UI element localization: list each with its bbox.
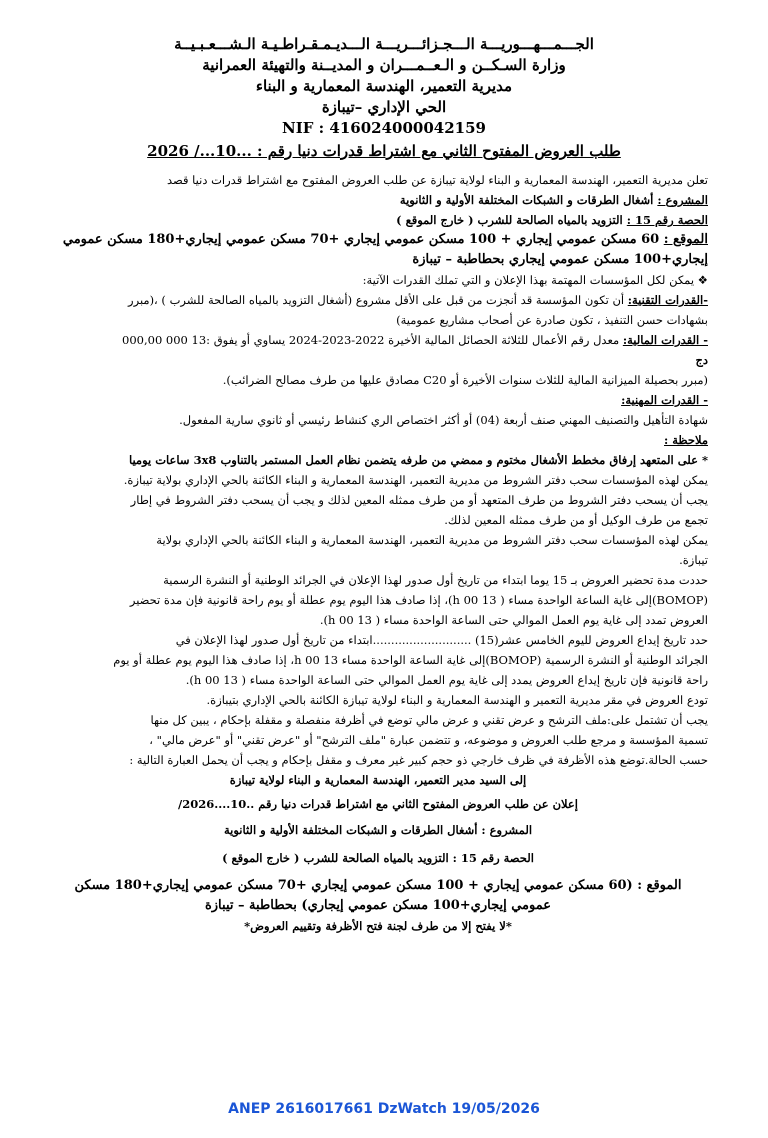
header-nif: NIF : 416024000042159 bbox=[282, 119, 486, 137]
fin-line-2: دج bbox=[695, 353, 708, 367]
tech-label: -القدرات التقنية: bbox=[627, 293, 708, 307]
header-directorate: مديرية التعمير، الهندسة المعمارية و البناء bbox=[255, 77, 513, 95]
lot-label: الحصة رقم 15 : bbox=[626, 213, 708, 227]
address-line-5: الموقع : (60 مسكن عمومي إيجاري + 100 مسكن عمومي إيجاري +70 مسكن عمومي إيجاري+180 مسكن bbox=[74, 878, 682, 893]
note-line-2: يمكن لهذه المؤسسات سحب دفتر الشروط من مديرية التعمير، الهندسة المعمارية و البناء الكائنة بالحي الإداري بولاية تيبازة. bbox=[123, 473, 708, 487]
address-line-4: الحصة رقم 15 : التزويد بالمياه الصالحة للشرب ( خارج الموقع ) bbox=[222, 851, 534, 865]
site-value-1: 60 مسكن عمومي إيجاري + 100 مسكن عمومي إيجاري +70 مسكن عمومي إيجاري+180 مسكن عمومي bbox=[62, 232, 660, 247]
address-line-3: المشروع : أشغال الطرقات و الشبكات المختلفة الأولية و الثانوية bbox=[223, 823, 533, 837]
header bbox=[0, 34, 768, 162]
announcement-body bbox=[48, 170, 708, 936]
deposit-line-2: الجرائد الوطنية أو النشرة الرسمية (BOMOP)إلى غاية الساعة الواحدة مساء 13 h 00، إذا صادف هذا اليوم يوم عطلة أو يوم bbox=[113, 653, 708, 667]
deposit-line-4: تودع العروض في مقر مديرية التعمير و الهندسة المعمارية و البناء لولاية تيبازة الكائنة بالحي الإداري بتيبازة. bbox=[206, 693, 708, 707]
header-address: الحي الإداري –تيبازة bbox=[321, 98, 447, 116]
fin-line-3: (مبرر بحصيلة الميزانية المالية للثلاث سنوات الأخيرة أو C20 مصادق عليها من طرف مصالح الضرائب). bbox=[222, 373, 708, 387]
project-label: المشروع : bbox=[657, 193, 708, 207]
note-line-6: تيبازة. bbox=[679, 553, 708, 567]
duration-line-1: حددت مدة تحضير العروض بـ 15 يوما ابتداء من تاريخ أول صدور لهذا الإعلان في الجرائد الوطنية أو النشرة الرسمية bbox=[163, 573, 708, 587]
site-label: الموقع : bbox=[663, 232, 708, 247]
footer-reference: ANEP 2616017661 DzWatch 19/05/2026 bbox=[228, 1101, 540, 1117]
note-line-4: تجمع من طرف الوكيل أو من طرف ممثله المعين لذلك. bbox=[444, 513, 708, 527]
fin-label: - القدرات المالية: bbox=[622, 333, 708, 347]
project-value: أشغال الطرقات و الشبكات المختلفة الأولية و الثانوية bbox=[399, 193, 654, 207]
deposit-line-1: حدد تاريخ إيداع العروض لليوم الخامس عشر(15) ...........................ابتداء من تاريخ أول صدور لهذا الإعلان في bbox=[175, 633, 708, 647]
note-line-1: * على المتعهد إرفاق مخطط الأشغال مختوم و ممضي من طرفه يتضمن نظام العمل المستمر بالتناوب 3x8 ساعات يوميا bbox=[128, 453, 708, 467]
envelope-line-1: يجب أن تشتمل على:ملف الترشح و عرض تقني و عرض مالي توضع في أظرفة منفصلة و مقفلة بإحكام ، يبين كل منها bbox=[150, 713, 708, 727]
deposit-line-3: راحة قانونية فإن تاريخ إيداع العروض يمدد إلى غاية يوم العمل الموالي حتى الساعة الواحدة مساء ( 13 h 00). bbox=[185, 673, 708, 687]
tech-line-2: بشهادات حسن التنفيذ ، تكون صادرة عن أصحاب مشاريع عمومية) bbox=[396, 313, 708, 327]
prof-line-1: شهادة التأهيل والتصنيف المهني صنف أربعة (04) أو أكثر اختصاص الري كنشاط رئيسي أو ثانوي سارية المفعول. bbox=[179, 413, 708, 427]
duration-line-2: (BOMOP)إلى غاية الساعة الواحدة مساء ( 13 h 00)، إذا صادف هذا اليوم يوم عطلة أو يوم راحة قانونية فإن مدة تحضير bbox=[129, 593, 708, 607]
note-line-3: يجب أن يسحب دفتر الشروط من طرف المتعهد أو من طرف ممثله المعين لذلك و يجب أن يسحب دفتر الشروط في إطار bbox=[130, 493, 708, 507]
page-title: طلب العروض المفتوح الثاني مع اشتراط قدرات دنيا رقم : ...10.../ 2026 bbox=[147, 142, 621, 160]
fin-line-1: معدل رقم الأعمال للثلاثة الحصائل المالية الأخيرة 2022-2023-2024 يساوي أو يفوق :13 000 000,00 bbox=[122, 333, 620, 347]
site-value-2: إيجاري+100 مسكن عمومي إيجاري بحطاطبة – تيبازة bbox=[412, 252, 708, 267]
envelope-line-2: تسمية المؤسسة و مرجع طلب العروض و موضوعه، و تتضمن عبارة "ملف الترشح" أو "عرض تقني" أو "عرض مالي" ، bbox=[149, 733, 708, 747]
note-label: ملاحظة : bbox=[664, 433, 708, 447]
intro-text: تعلن مديرية التعمير، الهندسة المعمارية و البناء لولاية تيبازة عن طلب العروض المفتوح مع اشتراط قدرات دنيا قصد bbox=[166, 173, 708, 187]
address-line-2: إعلان عن طلب العروض المفتوح الثاني مع اشتراط قدرات دنيا رقم ..10....2026/ bbox=[178, 797, 578, 811]
header-ministry: وزارة السـكــن و الـعــمـــران و المديــنة والتهيئة العمرانية bbox=[202, 56, 566, 74]
header-republic: الجـــمـــهـــوريـــة الـــجـزائـــريـــة الـــديـمـقـراطـيـة الـشـــعـبـيــة bbox=[174, 35, 594, 53]
address-line-6: عمومي إيجاري+100 مسكن عمومي إيجاري) بحطاطبة – تيبازة bbox=[204, 898, 552, 913]
note-line-5: يمكن لهذه المؤسسات سحب دفتر الشروط من مديرية التعمير، الهندسة المعمارية و البناء الكائنة بالحي الإداري بولاية bbox=[156, 533, 708, 547]
address-line-1: إلى السيد مدير التعمير، الهندسة المعمارية و البناء لولاية تيبازة bbox=[229, 773, 527, 787]
tech-line-1: أن تكون المؤسسة قد أنجزت من قبل على الأقل مشروع (أشغال التزويد بالمياه الصالحة للشرب ) ،(مبرر bbox=[128, 293, 625, 307]
envelope-line-3: حسب الحالة.توضع هذه الأظرفة في ظرف خارجي ذو حجم كبير غير معرف و مقفل بإحكام و يجب أن يحمل العبارة التالية : bbox=[129, 753, 708, 767]
duration-line-3: العروض تمدد إلى غاية يوم العمل الموالي حتى الساعة الواحدة مساء ( 13 h 00). bbox=[319, 613, 708, 627]
lot-value: التزويد بالمياه الصالحة للشرب ( خارج الموقع ) bbox=[396, 213, 623, 227]
prof-label: - القدرات المهنية: bbox=[621, 393, 708, 407]
eligibility-text: ❖ يمكن لكل المؤسسات المهتمة بهذا الإعلان و التي تملك القدرات الآتية: bbox=[362, 273, 708, 287]
address-line-7: *لا يفتح إلا من طرف لجنة فتح الأظرفة وتقييم العروض* bbox=[244, 919, 512, 933]
